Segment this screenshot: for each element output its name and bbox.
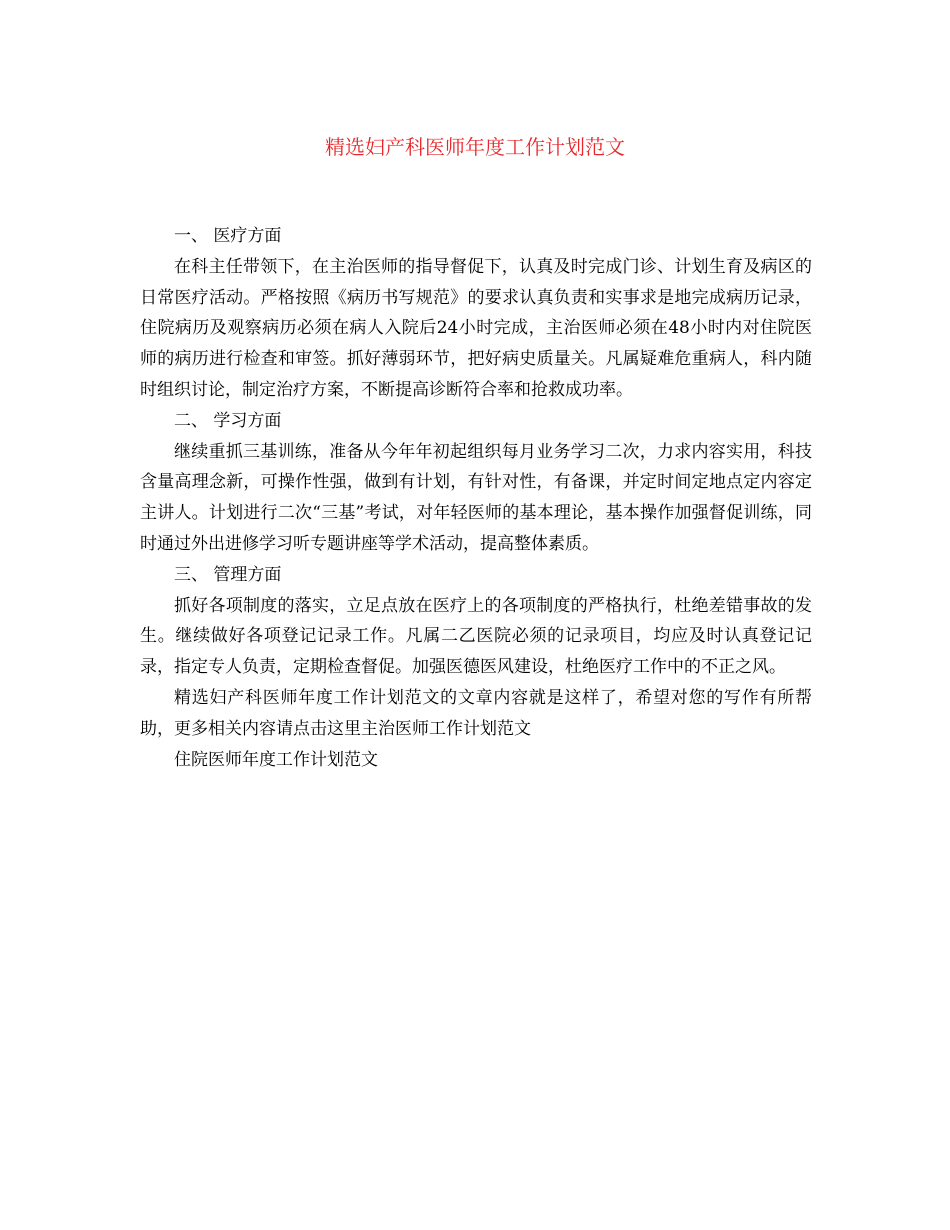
section-body-medical: 在科主任带领下，在主治医师的指导督促下，认真及时完成门诊、计划生育及病区的日常医疗活动。严格按照《病历书写规范》的要求认真负责和实事求是地完成病历记录，住院病历及观察病历必须在病人入院后24小时完成，主治医师必须在48小时内对住院医师的病历进行检查和审签。抓好薄弱环节，把好病史质量关。凡属疑难危重病人，科内随时组织讨论，制定治疗方案，不断提高诊断符合率和抢救成功率。 <box>140 256 812 400</box>
section-heading-management: 三、 管理方面 <box>174 564 282 585</box>
section-body-management: 抓好各项制度的落实，立足点放在医疗上的各项制度的严格执行，杜绝差错事故的发生。继续做好各项登记记录工作。凡属二乙医院必须的记录项目，均应及时认真登记记录，指定专人负责，定期检查督促。加强医德医风建设，杜绝医疗工作中的不正之风。 <box>140 595 812 678</box>
document-body <box>140 221 812 775</box>
closing-paragraph: 精选妇产科医师年度工作计划范文的文章内容就是这样了，希望对您的写作有所帮助，更多相关内容请点击这里主治医师工作计划范文 <box>140 687 812 739</box>
section-heading-study: 二、 学习方面 <box>174 410 282 431</box>
section-heading-medical: 一、 医疗方面 <box>174 226 282 246</box>
document-title: 精选妇产科医师年度工作计划范文 <box>325 135 625 159</box>
section-body-study: 继续重抓三基训练，准备从今年年初起组织每月业务学习二次，力求内容实用，科技含量高理念新，可操作性强，做到有计划，有针对性，有备课，并定时间定地点定内容定主讲人。计划进行二次“三基”考试，对年轻医师的基本理论，基本操作加强督促训练，同时通过外出进修学习听专题讲座等学术活动，提高整体素质。 <box>140 441 812 554</box>
related-article-link-text[interactable]: 住院医师年度工作计划范文 <box>174 749 378 770</box>
related-article-link[interactable] <box>140 745 812 776</box>
